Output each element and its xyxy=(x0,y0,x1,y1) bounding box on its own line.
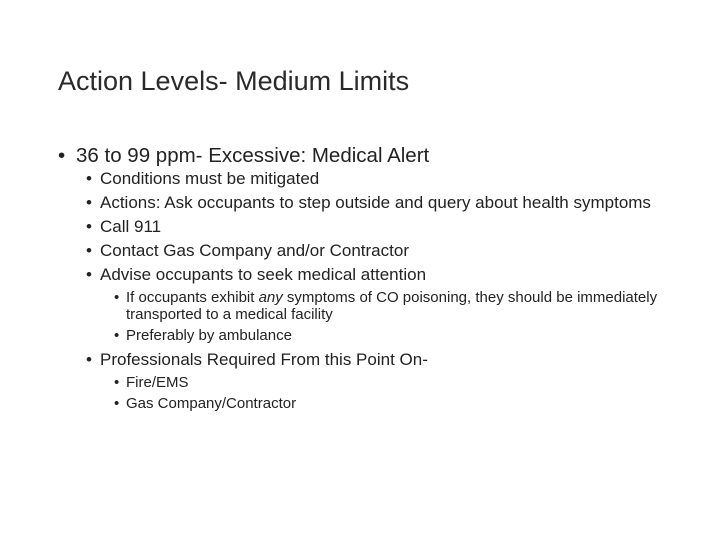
slide-title: Action Levels- Medium Limits xyxy=(58,66,410,96)
list-item xyxy=(86,241,698,261)
list-item-text: Conditions must be mitigated xyxy=(100,169,320,188)
bullet-glyph: • xyxy=(114,374,120,391)
list-item xyxy=(86,350,698,412)
bullet-glyph: • xyxy=(86,241,92,260)
bullet-glyph: • xyxy=(86,217,92,236)
list-item-text: Call 911 xyxy=(100,217,162,236)
list-item-text xyxy=(126,289,657,323)
main-bullet-item xyxy=(58,142,698,412)
list-item xyxy=(86,193,698,213)
bullet-glyph: • xyxy=(86,193,92,212)
list-item xyxy=(86,169,698,189)
list-item-text: Preferably by ambulance xyxy=(126,327,292,344)
slide-content xyxy=(58,142,698,416)
list-item-text: Contact Gas Company and/or Contractor xyxy=(100,241,409,260)
list-item xyxy=(114,327,698,344)
medical-sub-list xyxy=(114,289,698,344)
list-item xyxy=(114,395,698,412)
sub-bullet-list xyxy=(86,169,698,412)
list-item xyxy=(114,374,698,391)
main-bullet-text: 36 to 99 ppm- Excessive: Medical Alert xyxy=(76,144,430,167)
list-item-text: Actions: Ask occupants to step outside and query about health symptoms xyxy=(100,193,651,212)
list-item xyxy=(86,265,698,344)
list-item xyxy=(86,217,698,237)
bullet-glyph: • xyxy=(86,169,92,188)
text-segment: If occupants exhibit xyxy=(126,289,259,306)
text-segment: symptoms of CO poisoning, they should be immediately transported to a medical facility xyxy=(126,289,658,323)
bullet-glyph: • xyxy=(114,327,120,344)
list-item-text: Gas Company/Contractor xyxy=(126,395,297,412)
emphasis-text: any xyxy=(258,289,283,306)
professionals-sub-list xyxy=(114,374,698,412)
list-item-text: Advise occupants to seek medical attention xyxy=(100,265,427,284)
bullet-glyph: • xyxy=(86,350,92,369)
bullet-glyph: • xyxy=(114,395,120,412)
list-item-text: Professionals Required From this Point On- xyxy=(100,350,428,369)
bullet-glyph: • xyxy=(114,289,120,306)
list-item-text: Fire/EMS xyxy=(126,374,189,391)
bullet-glyph: • xyxy=(58,144,66,167)
bullet-glyph: • xyxy=(86,265,92,284)
bullet-list xyxy=(58,142,698,412)
list-item xyxy=(114,289,698,323)
